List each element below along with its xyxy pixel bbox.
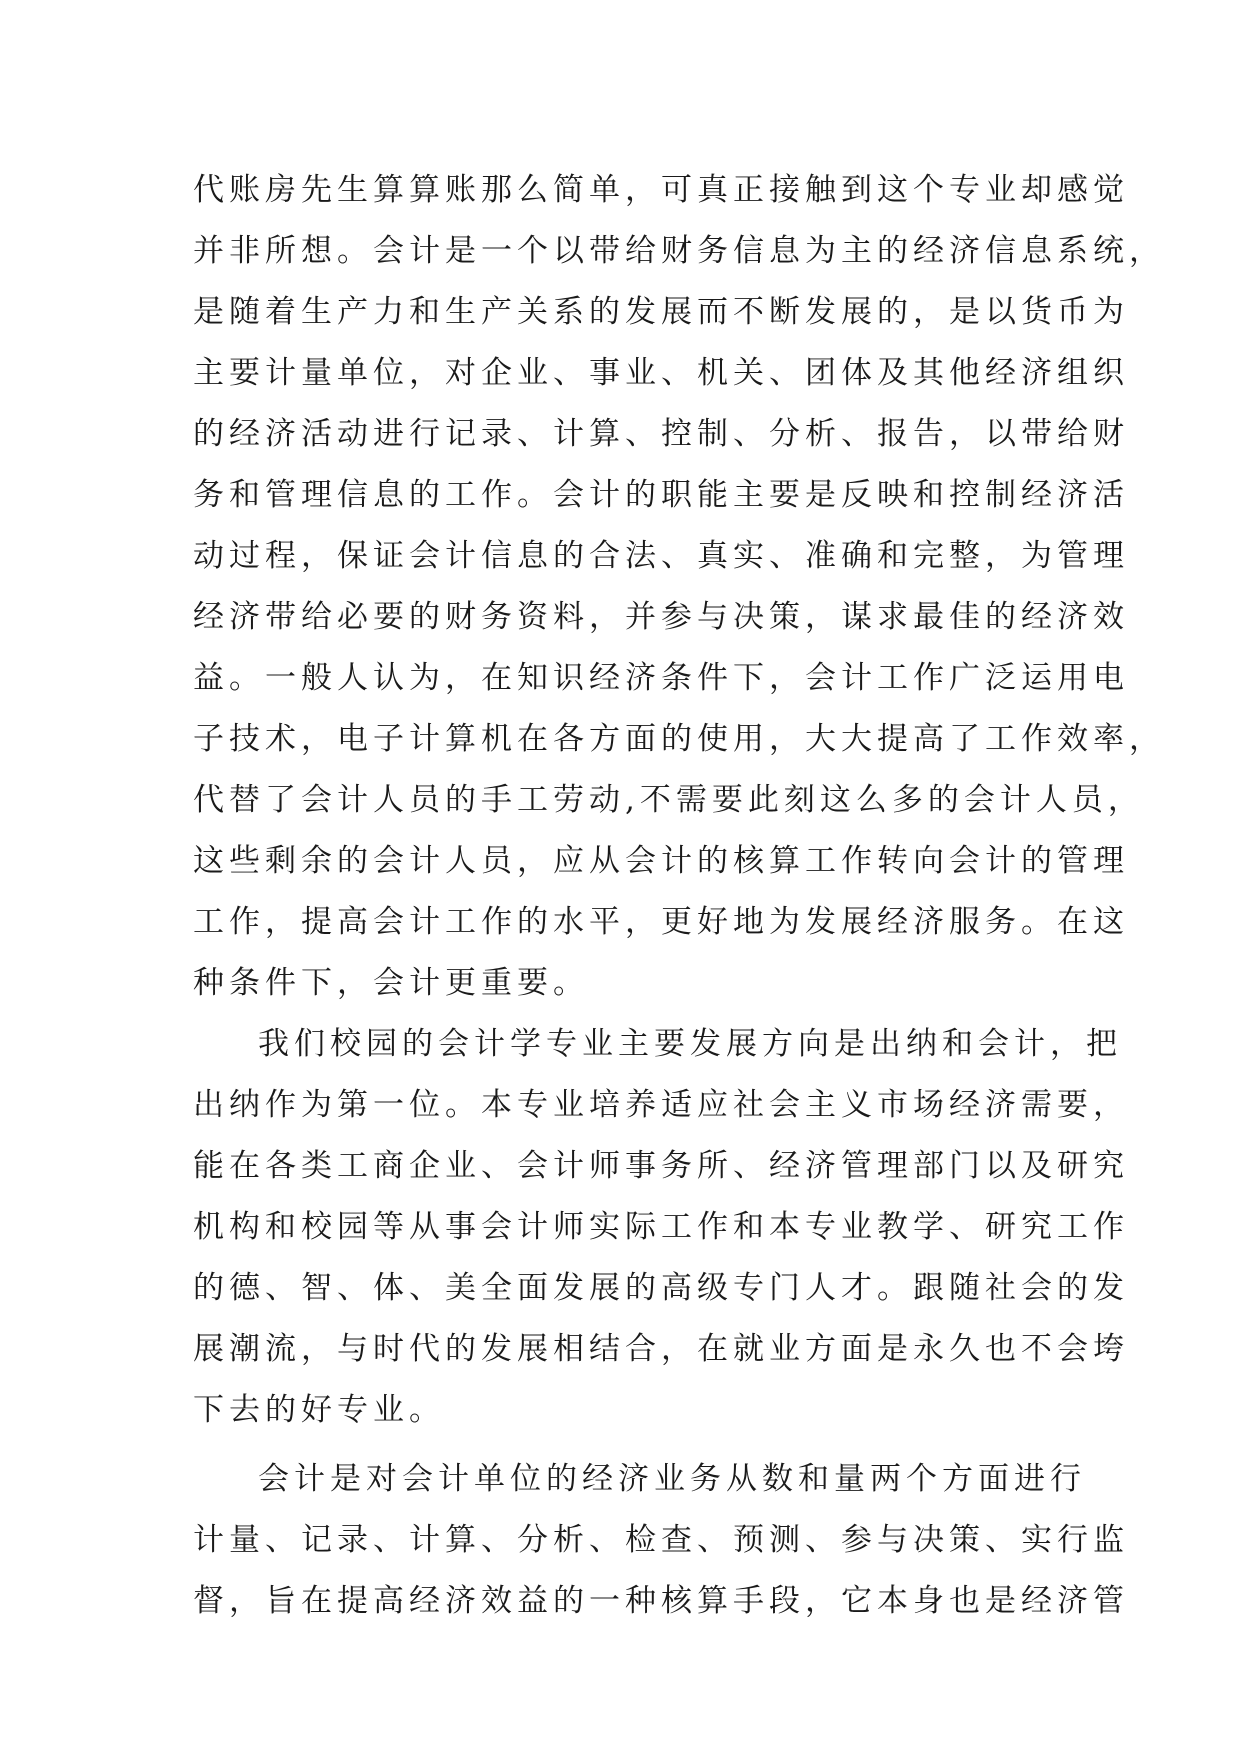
text-line: 是随着生产力和生产关系的发展而不断发展的，是以货币为 (193, 294, 1129, 330)
text-line: 代替了会计人员的手工劳动,不需要此刻这么多的会计人员， (193, 782, 1144, 818)
text-line: 机构和校园等从事会计师实际工作和本专业教学、研究工作 (193, 1209, 1129, 1245)
text-line: 动过程，保证会计信息的合法、真实、准确和完整，为管理 (193, 538, 1129, 574)
text-line: 出纳作为第一位。本专业培养适应社会主义市场经济需要， (193, 1087, 1129, 1123)
text-line: 计量、记录、计算、分析、检查、预测、参与决策、实行监 (193, 1522, 1129, 1558)
body-text (193, 160, 1165, 1632)
text-line: 工作，提高会计工作的水平，更好地为发展经济服务。在这 (193, 904, 1129, 940)
text-line: 督，旨在提高经济效益的一种核算手段，它本身也是经济管 (193, 1583, 1129, 1619)
text-line: 的德、智、体、美全面发展的高级专门人才。跟随社会的发 (193, 1270, 1129, 1306)
text-line: 经济带给必要的财务资料，并参与决策，谋求最佳的经济效 (193, 599, 1129, 635)
text-line: 子技术，电子计算机在各方面的使用，大大提高了工作效率， (193, 721, 1165, 757)
text-line: 种条件下，会计更重要。 (193, 965, 589, 1001)
text-line: 能在各类工商企业、会计师事务所、经济管理部门以及研究 (193, 1148, 1129, 1184)
paragraph-first-line: 我们校园的会计学专业主要发展方向是出纳和会计，把 (258, 1026, 1122, 1062)
text-line: 代账房先生算算账那么简单，可真正接触到这个专业却感觉 (193, 172, 1129, 208)
text-line: 展潮流，与时代的发展相结合，在就业方面是永久也不会垮 (193, 1331, 1129, 1367)
text-line: 主要计量单位，对企业、事业、机关、团体及其他经济组织 (193, 355, 1129, 391)
text-line: 这些剩余的会计人员，应从会计的核算工作转向会计的管理 (193, 843, 1129, 879)
text-line: 并非所想。会计是一个以带给财务信息为主的经济信息系统， (193, 233, 1165, 269)
text-line: 的经济活动进行记录、计算、控制、分析、报告，以带给财 (193, 416, 1129, 452)
text-line: 务和管理信息的工作。会计的职能主要是反映和控制经济活 (193, 477, 1129, 513)
text-line: 下去的好专业。 (193, 1392, 445, 1428)
paragraph-first-line: 会计是对会计单位的经济业务从数和量两个方面进行 (258, 1461, 1086, 1497)
text-line: 益。一般人认为，在知识经济条件下，会计工作广泛运用电 (193, 660, 1129, 696)
